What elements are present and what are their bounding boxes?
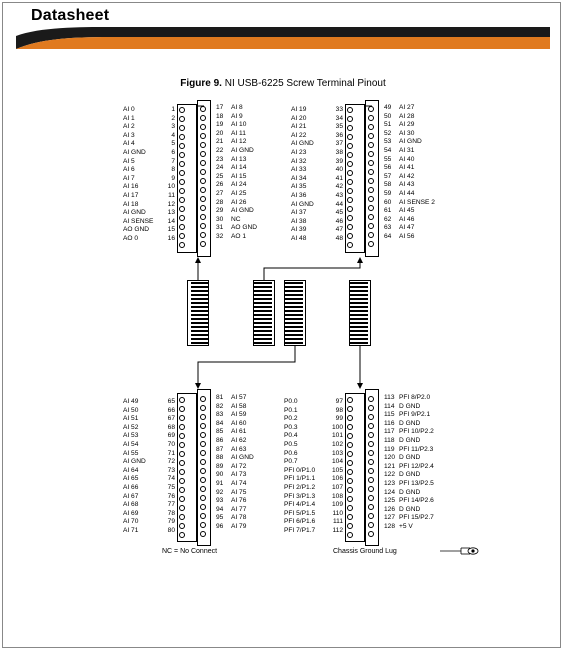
pin-name: AI 68 xyxy=(123,501,139,509)
pin-name: AI 30 xyxy=(399,129,415,137)
pin-name: AI 58 xyxy=(231,402,247,410)
pin-number: 23 xyxy=(216,155,224,163)
pin-name: AI 46 xyxy=(399,215,415,223)
pin-name: AI 48 xyxy=(291,234,307,242)
pin-number: 105 xyxy=(331,466,343,474)
pin-number: 112 xyxy=(332,526,343,534)
pin-number: 25 xyxy=(216,172,224,180)
pin-name: AI 42 xyxy=(399,172,415,180)
pin-number: 69 xyxy=(167,432,175,440)
pin-number: 116 xyxy=(384,419,395,427)
pin-number: 39 xyxy=(335,157,343,165)
pin-number: 11 xyxy=(168,191,175,199)
pin-name: AI 24 xyxy=(231,181,247,189)
pin-number: 113 xyxy=(384,394,395,401)
pin-number: 2 xyxy=(171,114,175,122)
pin-name: AI GND xyxy=(231,207,254,215)
pin-number: 117 xyxy=(384,428,395,436)
pin-number: 12 xyxy=(167,200,175,208)
pin-name: AI 65 xyxy=(123,475,139,483)
pin-number: 33 xyxy=(335,106,343,113)
pin-number: 109 xyxy=(331,501,343,509)
pin-number: 67 xyxy=(167,415,175,423)
pin-name: AI 35 xyxy=(291,183,307,191)
pin-number: 35 xyxy=(335,123,343,131)
pin-number: 50 xyxy=(384,112,392,120)
pin-name: AI 20 xyxy=(291,114,307,122)
pin-name: AI 57 xyxy=(231,394,247,401)
pin-name: AI 13 xyxy=(231,155,247,163)
pin-name: AI 18 xyxy=(123,200,139,208)
pin-name: P0.4 xyxy=(284,432,298,440)
pin-name: AI 69 xyxy=(123,509,139,517)
pin-name: AO 0 xyxy=(123,234,139,242)
pin-name: AI 77 xyxy=(231,505,247,513)
pin-number: 74 xyxy=(167,475,175,483)
pin-number: 60 xyxy=(384,198,392,206)
pin-number: 80 xyxy=(167,526,175,534)
pin-number: 34 xyxy=(335,114,343,122)
pin-name: AI 32 xyxy=(291,157,307,165)
pin-number: 118 xyxy=(384,436,395,444)
pin-name: PFI 10/P2.2 xyxy=(399,428,434,436)
pin-number: 43 xyxy=(335,191,343,199)
pin-name: PFI 13/P2.5 xyxy=(399,479,434,487)
pin-number: 62 xyxy=(384,215,392,223)
pin-name: PFI 1/P1.1 xyxy=(284,475,316,483)
pin-name: PFI 0/P1.0 xyxy=(284,466,316,474)
pin-number: 70 xyxy=(167,440,175,448)
pin-name: AI 54 xyxy=(123,440,139,448)
pin-name: D GND xyxy=(399,471,421,479)
pin-number: 89 xyxy=(216,462,224,470)
pin-name: AI 8 xyxy=(231,104,243,111)
chassis-ground-label: Chassis Ground Lug xyxy=(333,548,397,555)
pin-number: 5 xyxy=(171,140,175,148)
pin-name: AI 2 xyxy=(123,123,135,131)
pin-name: D GND xyxy=(399,402,421,410)
pin-number: 108 xyxy=(331,492,343,500)
pin-number: 40 xyxy=(335,166,343,174)
pin-number: 14 xyxy=(167,217,175,225)
pin-name: AI 61 xyxy=(231,428,247,436)
pin-name: AI 28 xyxy=(399,112,415,120)
pin-name: AI 75 xyxy=(231,488,247,496)
pin-name: AI 52 xyxy=(123,423,139,431)
pin-name: AI 11 xyxy=(231,129,246,137)
pin-number: 115 xyxy=(384,411,395,419)
pin-number: 61 xyxy=(384,207,392,215)
pin-name: AI 15 xyxy=(231,172,247,180)
pin-number: 9 xyxy=(171,174,175,182)
pin-number: 91 xyxy=(216,479,224,487)
pin-number: 76 xyxy=(167,492,175,500)
pin-name: AI 33 xyxy=(291,166,307,174)
pin-name: D GND xyxy=(399,436,421,444)
figure-caption: NI USB-6225 Screw Terminal Pinout xyxy=(224,78,386,89)
pin-number: 88 xyxy=(216,454,224,462)
pin-name: PFI 6/P1.6 xyxy=(284,518,316,526)
pin-name: AI 45 xyxy=(399,207,415,215)
pin-name: AI 7 xyxy=(123,174,135,182)
pin-number: 47 xyxy=(335,226,343,234)
pin-number: 122 xyxy=(384,471,396,479)
pin-number: 22 xyxy=(216,146,224,154)
pin-name: D GND xyxy=(399,488,421,496)
pin-name: AI 43 xyxy=(399,181,415,189)
pin-number: 95 xyxy=(216,514,224,522)
pin-number: 110 xyxy=(332,509,343,517)
pin-number: 66 xyxy=(167,406,175,414)
pin-name: AI 12 xyxy=(231,138,247,146)
pin-name: PFI 14/P2.6 xyxy=(399,497,434,505)
pin-number: 125 xyxy=(384,497,396,505)
pin-number: 126 xyxy=(384,505,396,513)
pin-number: 49 xyxy=(384,104,392,111)
pin-name: PFI 4/P1.4 xyxy=(284,501,316,509)
pin-number: 44 xyxy=(335,200,343,208)
pin-name: AI 16 xyxy=(123,183,139,191)
pin-name: AI 62 xyxy=(231,436,247,444)
pin-number: 20 xyxy=(216,129,224,137)
pin-number: 64 xyxy=(384,232,392,240)
figure-label: Figure 9. xyxy=(180,78,222,89)
pin-number: 27 xyxy=(216,189,224,197)
pin-number: 86 xyxy=(216,436,224,444)
pin-number: 46 xyxy=(335,217,343,225)
pin-name: AI GND xyxy=(231,454,254,462)
pin-number: 57 xyxy=(384,172,392,180)
pin-name: AI 76 xyxy=(231,497,247,505)
pin-number: 26 xyxy=(216,181,224,189)
pin-number: 31 xyxy=(216,224,224,232)
pin-name: P0.5 xyxy=(284,440,298,448)
pin-name: AI 41 xyxy=(399,164,415,172)
pin-number: 119 xyxy=(384,445,395,453)
pin-number: 114 xyxy=(384,402,395,410)
pin-name: AI GND xyxy=(231,146,254,154)
pin-number: 103 xyxy=(331,449,343,457)
pin-name: PFI 5/P1.5 xyxy=(284,509,316,517)
pin-number: 54 xyxy=(384,146,392,154)
pin-name: AI 9 xyxy=(231,112,243,120)
pin-name: AO GND xyxy=(231,224,258,232)
pin-number: 55 xyxy=(384,155,392,163)
pin-name: AI 67 xyxy=(123,492,139,500)
pin-name: AI 17 xyxy=(123,191,139,199)
pin-name: AO 1 xyxy=(231,232,247,240)
pin-number: 19 xyxy=(216,121,224,129)
pin-name: AI 10 xyxy=(231,121,247,129)
pin-number: 17 xyxy=(216,104,224,111)
pin-name: AI GND xyxy=(123,209,146,217)
pin-number: 8 xyxy=(171,166,175,174)
pin-name: AI SENSE 2 xyxy=(399,198,435,206)
pin-number: 78 xyxy=(167,509,175,517)
pin-number: 124 xyxy=(384,488,396,496)
pin-name: AI 78 xyxy=(231,514,247,522)
pin-number: 30 xyxy=(216,215,224,223)
pin-number: 18 xyxy=(216,112,224,120)
pin-number: 58 xyxy=(384,181,392,189)
pin-number: 121 xyxy=(384,462,396,470)
pin-name: AI 36 xyxy=(291,191,307,199)
pin-name: AI GND xyxy=(291,200,314,208)
pin-number: 85 xyxy=(216,428,224,436)
pin-name: AI 6 xyxy=(123,166,135,174)
pin-name: AI 0 xyxy=(123,106,135,113)
pin-number: 45 xyxy=(335,209,343,217)
pin-number: 53 xyxy=(384,138,392,146)
pin-name: AI 74 xyxy=(231,479,247,487)
pin-name: PFI 8/P2.0 xyxy=(399,394,431,401)
pin-number: 101 xyxy=(331,432,343,440)
pin-name: AI 25 xyxy=(231,189,247,197)
pin-number: 59 xyxy=(384,189,392,197)
pin-name: AI 50 xyxy=(123,406,139,414)
pin-number: 106 xyxy=(331,475,343,483)
pin-name: AI 19 xyxy=(291,106,307,113)
pin-name: AI 5 xyxy=(123,157,135,165)
pin-name: AI 60 xyxy=(231,419,247,427)
pin-number: 111 xyxy=(332,518,343,526)
pin-number: 38 xyxy=(335,148,343,156)
pin-name: AI 26 xyxy=(231,198,247,206)
pin-number: 127 xyxy=(384,514,396,522)
pin-name: AI 79 xyxy=(231,522,247,530)
pin-name: D GND xyxy=(399,419,421,427)
pin-number: 128 xyxy=(384,522,396,530)
pin-name: AI 72 xyxy=(231,462,247,470)
pin-number: 93 xyxy=(216,497,224,505)
pin-name: AI 31 xyxy=(399,146,415,154)
pin-number: 73 xyxy=(167,466,175,474)
pin-name: AI 22 xyxy=(291,131,307,139)
pin-name: P0.6 xyxy=(284,449,298,457)
pin-number: 68 xyxy=(167,423,175,431)
pin-name: AI 1 xyxy=(123,114,135,122)
pin-name: AI 4 xyxy=(123,140,135,148)
pin-number: 52 xyxy=(384,129,392,137)
pin-number: 51 xyxy=(384,121,392,129)
pin-name: AO GND xyxy=(123,226,150,234)
pin-name: PFI 9/P2.1 xyxy=(399,411,431,419)
pin-number: 42 xyxy=(335,183,343,191)
pin-name: P0.2 xyxy=(284,415,298,423)
pin-name: AI 29 xyxy=(399,121,415,129)
pin-number: 65 xyxy=(167,398,175,405)
pin-number: 72 xyxy=(167,458,175,466)
pin-name: AI 53 xyxy=(123,432,139,440)
pin-name: AI 47 xyxy=(399,224,415,232)
pin-name: AI 34 xyxy=(291,174,307,182)
pin-number: 102 xyxy=(331,440,343,448)
pin-number: 37 xyxy=(335,140,343,148)
pin-name: AI 14 xyxy=(231,164,247,172)
pin-number: 56 xyxy=(384,164,392,172)
pin-number: 41 xyxy=(335,174,343,182)
pin-name: AI GND xyxy=(123,148,146,156)
pin-number: 63 xyxy=(384,224,392,232)
pin-number: 79 xyxy=(167,518,175,526)
pin-name: PFI 12/P2.4 xyxy=(399,462,434,470)
pin-name: P0.7 xyxy=(284,458,298,466)
pin-name: AI 39 xyxy=(291,226,307,234)
document-title: Datasheet xyxy=(31,7,110,24)
pin-number: 48 xyxy=(335,234,343,242)
pin-name: PFI 15/P2.7 xyxy=(399,514,434,522)
pin-name: P0.3 xyxy=(284,423,298,431)
pin-name: AI 51 xyxy=(123,415,139,423)
pin-name: AI 40 xyxy=(399,155,415,163)
pin-name: NC xyxy=(231,215,241,223)
pin-name: P0.0 xyxy=(284,398,298,405)
pin-number: 82 xyxy=(216,402,224,410)
pin-number: 13 xyxy=(167,209,175,217)
pin-number: 87 xyxy=(216,445,224,453)
pin-name: AI 38 xyxy=(291,217,307,225)
pin-name: AI 73 xyxy=(231,471,247,479)
pin-number: 77 xyxy=(167,501,175,509)
pin-number: 120 xyxy=(384,454,396,462)
pin-name: AI GND xyxy=(399,138,422,146)
pin-number: 97 xyxy=(335,398,343,405)
pin-name: P0.1 xyxy=(284,406,298,414)
pin-name: AI 70 xyxy=(123,518,139,526)
pin-name: AI 59 xyxy=(231,411,247,419)
pin-number: 15 xyxy=(167,226,175,234)
pin-number: 4 xyxy=(171,131,175,139)
pin-number: 6 xyxy=(171,148,175,156)
pin-name: AI 21 xyxy=(291,123,307,131)
pin-number: 92 xyxy=(216,488,224,496)
pin-number: 71 xyxy=(167,449,175,457)
pin-number: 90 xyxy=(216,471,224,479)
pin-number: 104 xyxy=(331,458,343,466)
pin-number: 32 xyxy=(216,232,224,240)
pin-number: 94 xyxy=(216,505,224,513)
pin-name: AI 55 xyxy=(123,449,139,457)
pin-number: 7 xyxy=(171,157,175,165)
pin-number: 3 xyxy=(171,123,175,131)
pin-number: 81 xyxy=(216,394,224,401)
pin-number: 98 xyxy=(335,406,343,414)
pin-number: 29 xyxy=(216,207,224,215)
pin-number: 75 xyxy=(167,483,175,491)
pin-number: 84 xyxy=(216,419,224,427)
pin-name: AI GND xyxy=(291,140,314,148)
pin-name: AI 56 xyxy=(399,232,415,240)
pin-number: 28 xyxy=(216,198,224,206)
nc-note: NC = No Connect xyxy=(162,548,218,555)
pin-number: 83 xyxy=(216,411,224,419)
pin-name: AI 23 xyxy=(291,148,307,156)
pin-name: AI 3 xyxy=(123,131,135,139)
pin-number: 16 xyxy=(167,234,175,242)
pin-name: AI 64 xyxy=(123,466,139,474)
pin-number: 1 xyxy=(171,106,175,113)
pin-name: D GND xyxy=(399,505,421,513)
pin-number: 96 xyxy=(216,522,224,530)
pin-name: PFI 11/P2.3 xyxy=(399,445,434,453)
pin-name: AI GND xyxy=(123,458,146,466)
pin-number: 36 xyxy=(335,131,343,139)
pin-name: AI 49 xyxy=(123,398,139,405)
pin-name: AI 66 xyxy=(123,483,139,491)
pin-name: AI SENSE xyxy=(123,217,154,225)
pin-name: AI 71 xyxy=(123,526,139,534)
pin-number: 21 xyxy=(216,138,224,146)
pin-number: 100 xyxy=(331,423,343,431)
pin-name: PFI 3/P1.3 xyxy=(284,492,316,500)
pin-number: 107 xyxy=(331,483,343,491)
pin-number: 24 xyxy=(216,164,224,172)
pin-number: 10 xyxy=(167,183,175,191)
pin-number: 99 xyxy=(335,415,343,423)
pin-number: 123 xyxy=(384,479,396,487)
pin-name: PFI 2/P1.2 xyxy=(284,483,316,491)
pin-name: AI 37 xyxy=(291,209,307,217)
pin-name: AI 63 xyxy=(231,445,247,453)
pin-name: D GND xyxy=(399,454,421,462)
pin-name: AI 27 xyxy=(399,104,415,111)
pin-name: +5 V xyxy=(399,522,413,530)
pin-name: PFI 7/P1.7 xyxy=(284,526,316,534)
pin-name: AI 44 xyxy=(399,189,415,197)
